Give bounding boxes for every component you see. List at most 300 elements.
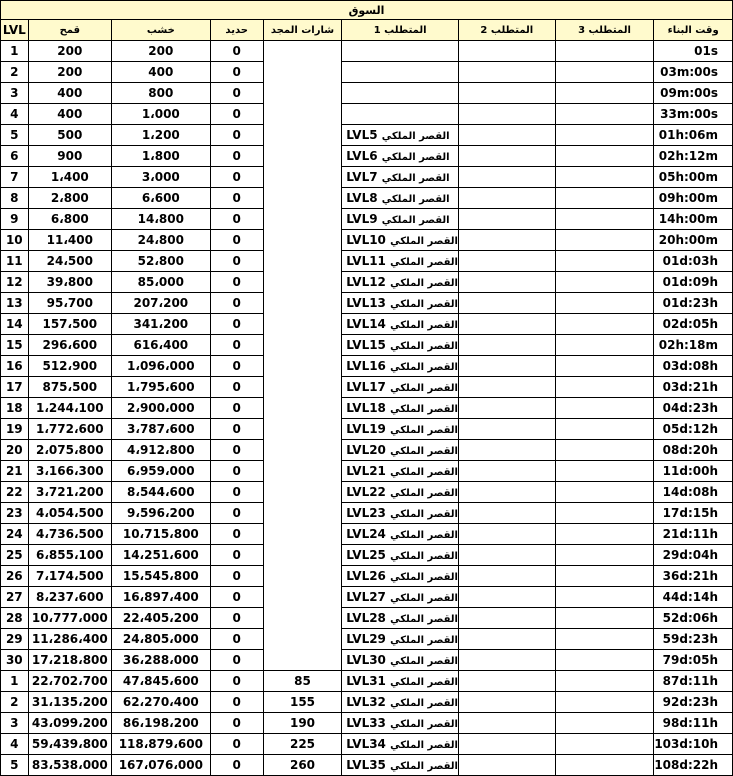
requirement-level: LVL11 (346, 254, 386, 268)
cell-wheat: 6،855،100 (28, 545, 111, 566)
cell-wheat: 22،702،700 (28, 671, 111, 692)
cell-wood: 85،000 (111, 272, 210, 293)
requirement-level: LVL35 (346, 758, 386, 772)
cell-build-time: 21d:11h (654, 524, 733, 545)
table-row (1, 230, 733, 251)
cell-level: 15 (1, 335, 29, 356)
cell-build-time: 20h:00m (654, 230, 733, 251)
cell-wheat: 2،075،800 (28, 440, 111, 461)
cell-level: 1 (1, 41, 29, 62)
requirement-building: القصر الملكي (390, 299, 458, 310)
cell-wheat: 83،538،000 (28, 755, 111, 776)
cell-build-time: 08d:20h (654, 440, 733, 461)
cell-wood: 6،600 (111, 188, 210, 209)
cell-requirement-3 (555, 272, 654, 293)
cell-requirement-1 (342, 734, 459, 755)
cell-iron: 0 (210, 755, 263, 776)
requirement-level: LVL13 (346, 296, 386, 310)
cell-glory-badges (263, 104, 342, 125)
cell-wheat: 157،500 (28, 314, 111, 335)
cell-wood: 24،800 (111, 230, 210, 251)
cell-requirement-2 (458, 335, 555, 356)
cell-requirement-1 (342, 83, 459, 104)
cell-iron: 0 (210, 419, 263, 440)
cell-wheat: 11،286،400 (28, 629, 111, 650)
table-row (1, 62, 733, 83)
cell-iron: 0 (210, 566, 263, 587)
cell-requirement-2 (458, 167, 555, 188)
cell-level: 17 (1, 377, 29, 398)
cell-level: 4 (1, 104, 29, 125)
cell-level: 4 (1, 734, 29, 755)
cell-requirement-1 (342, 629, 459, 650)
cell-level: 3 (1, 83, 29, 104)
cell-glory-badges (263, 650, 342, 671)
requirement-level: LVL16 (346, 359, 386, 373)
header-requirement-1: المتطلب 1 (342, 20, 459, 41)
cell-build-time: 59d:23h (654, 629, 733, 650)
table-row (1, 209, 733, 230)
requirement-level: LVL17 (346, 380, 386, 394)
cell-build-time: 108d:22h (654, 755, 733, 776)
cell-build-time: 01d:23h (654, 293, 733, 314)
cell-iron: 0 (210, 356, 263, 377)
cell-requirement-1 (342, 209, 459, 230)
cell-wood: 167،076،000 (111, 755, 210, 776)
cell-iron: 0 (210, 671, 263, 692)
cell-build-time: 44d:14h (654, 587, 733, 608)
cell-requirement-3 (555, 62, 654, 83)
table-row (1, 671, 733, 692)
requirement-level: LVL14 (346, 317, 386, 331)
cell-requirement-2 (458, 398, 555, 419)
cell-requirement-3 (555, 356, 654, 377)
cell-build-time: 01h:06m (654, 125, 733, 146)
requirement-building: القصر الملكي (390, 341, 458, 352)
table-row (1, 125, 733, 146)
cell-requirement-1 (342, 356, 459, 377)
cell-requirement-2 (458, 146, 555, 167)
requirement-building: القصر الملكي (390, 572, 458, 583)
cell-wheat: 10،777،000 (28, 608, 111, 629)
table-row (1, 104, 733, 125)
cell-glory-badges (263, 230, 342, 251)
cell-wood: 10،715،800 (111, 524, 210, 545)
cell-wheat: 1،400 (28, 167, 111, 188)
cell-level: 28 (1, 608, 29, 629)
requirement-level: LVL25 (346, 548, 386, 562)
cell-requirement-1 (342, 167, 459, 188)
requirement-level: LVL21 (346, 464, 386, 478)
cell-iron: 0 (210, 629, 263, 650)
cell-build-time: 01s (654, 41, 733, 62)
cell-glory-badges (263, 41, 342, 62)
requirement-level: LVL34 (346, 737, 386, 751)
cell-requirement-1 (342, 608, 459, 629)
cell-build-time: 79d:05h (654, 650, 733, 671)
cell-build-time: 09m:00s (654, 83, 733, 104)
cell-build-time: 05h:00m (654, 167, 733, 188)
cell-wood: 47،845،600 (111, 671, 210, 692)
requirement-building: القصر الملكي (390, 320, 458, 331)
cell-requirement-2 (458, 587, 555, 608)
requirement-building: القصر الملكي (390, 551, 458, 562)
requirement-building: القصر الملكي (390, 593, 458, 604)
cell-glory-badges (263, 251, 342, 272)
cell-iron: 0 (210, 230, 263, 251)
cell-requirement-3 (555, 629, 654, 650)
cell-requirement-3 (555, 335, 654, 356)
header-requirement-3: المتطلب 3 (555, 20, 654, 41)
cell-build-time: 11d:00h (654, 461, 733, 482)
cell-glory-badges (263, 482, 342, 503)
cell-requirement-1 (342, 671, 459, 692)
cell-build-time: 36d:21h (654, 566, 733, 587)
cell-requirement-2 (458, 503, 555, 524)
cell-iron: 0 (210, 314, 263, 335)
table-title: السوق (1, 1, 733, 20)
table-row (1, 734, 733, 755)
cell-build-time: 05d:12h (654, 419, 733, 440)
cell-iron: 0 (210, 146, 263, 167)
requirement-level: LVL15 (346, 338, 386, 352)
cell-requirement-2 (458, 566, 555, 587)
cell-iron: 0 (210, 83, 263, 104)
cell-requirement-3 (555, 188, 654, 209)
cell-requirement-2 (458, 356, 555, 377)
cell-requirement-1 (342, 188, 459, 209)
cell-requirement-3 (555, 398, 654, 419)
cell-wood: 200 (111, 41, 210, 62)
cell-requirement-2 (458, 482, 555, 503)
table-row (1, 692, 733, 713)
cell-level: 25 (1, 545, 29, 566)
cell-requirement-3 (555, 566, 654, 587)
cell-build-time: 02h:18m (654, 335, 733, 356)
cell-requirement-2 (458, 314, 555, 335)
cell-build-time: 03m:00s (654, 62, 733, 83)
cell-requirement-2 (458, 650, 555, 671)
cell-wheat: 296،600 (28, 335, 111, 356)
cell-requirement-2 (458, 272, 555, 293)
cell-iron: 0 (210, 587, 263, 608)
requirement-level: LVL24 (346, 527, 386, 541)
table-row (1, 482, 733, 503)
cell-build-time: 17d:15h (654, 503, 733, 524)
cell-glory-badges: 155 (263, 692, 342, 713)
cell-level: 18 (1, 398, 29, 419)
requirement-level: LVL20 (346, 443, 386, 457)
cell-requirement-2 (458, 671, 555, 692)
requirement-building: القصر الملكي (381, 173, 450, 184)
cell-requirement-2 (458, 188, 555, 209)
cell-glory-badges (263, 146, 342, 167)
cell-requirement-1 (342, 713, 459, 734)
cell-glory-badges (263, 335, 342, 356)
cell-requirement-2 (458, 419, 555, 440)
cell-wood: 62،270،400 (111, 692, 210, 713)
cell-requirement-3 (555, 83, 654, 104)
table-row (1, 251, 733, 272)
cell-level: 5 (1, 125, 29, 146)
cell-glory-badges (263, 566, 342, 587)
cell-wheat: 8،237،600 (28, 587, 111, 608)
requirement-level: LVL18 (346, 401, 386, 415)
header-requirement-2: المتطلب 2 (458, 20, 555, 41)
cell-glory-badges: 190 (263, 713, 342, 734)
cell-wheat: 512،900 (28, 356, 111, 377)
cell-requirement-3 (555, 482, 654, 503)
table-row (1, 377, 733, 398)
cell-requirement-3 (555, 755, 654, 776)
cell-wood: 3،787،600 (111, 419, 210, 440)
cell-glory-badges (263, 188, 342, 209)
table-row (1, 335, 733, 356)
cell-requirement-1 (342, 335, 459, 356)
cell-wood: 24،805،000 (111, 629, 210, 650)
cell-requirement-1 (342, 650, 459, 671)
cell-requirement-2 (458, 629, 555, 650)
table-row (1, 545, 733, 566)
cell-build-time: 33m:00s (654, 104, 733, 125)
cell-level: 10 (1, 230, 29, 251)
cell-requirement-1 (342, 398, 459, 419)
cell-build-time: 103d:10h (654, 734, 733, 755)
cell-requirement-2 (458, 524, 555, 545)
cell-requirement-2 (458, 545, 555, 566)
cell-requirement-2 (458, 734, 555, 755)
cell-glory-badges (263, 272, 342, 293)
cell-level: 26 (1, 566, 29, 587)
cell-glory-badges (263, 419, 342, 440)
header-build-time: وقت البناء (654, 20, 733, 41)
cell-build-time: 03d:21h (654, 377, 733, 398)
cell-build-time: 92d:23h (654, 692, 733, 713)
cell-glory-badges (263, 62, 342, 83)
cell-wheat: 2،800 (28, 188, 111, 209)
cell-wheat: 500 (28, 125, 111, 146)
cell-iron: 0 (210, 545, 263, 566)
cell-wheat: 39،800 (28, 272, 111, 293)
cell-requirement-1 (342, 314, 459, 335)
requirement-level: LVL29 (346, 632, 386, 646)
cell-requirement-1 (342, 566, 459, 587)
cell-wood: 4،912،800 (111, 440, 210, 461)
cell-wood: 118،879،600 (111, 734, 210, 755)
cell-wood: 1،795،600 (111, 377, 210, 398)
requirement-building: القصر الملكي (390, 656, 458, 667)
cell-level: 30 (1, 650, 29, 671)
cell-wood: 207،200 (111, 293, 210, 314)
cell-requirement-2 (458, 230, 555, 251)
table-row (1, 713, 733, 734)
cell-wheat: 3،721،200 (28, 482, 111, 503)
requirement-building: القصر الملكي (381, 131, 450, 142)
cell-glory-badges (263, 356, 342, 377)
cell-requirement-1 (342, 293, 459, 314)
cell-requirement-1 (342, 692, 459, 713)
header-wheat: قمح (28, 20, 111, 41)
cell-level: 7 (1, 167, 29, 188)
cell-build-time: 02d:05h (654, 314, 733, 335)
cell-iron: 0 (210, 482, 263, 503)
cell-wheat: 11،400 (28, 230, 111, 251)
cell-wood: 15،545،800 (111, 566, 210, 587)
cell-requirement-3 (555, 608, 654, 629)
cell-wood: 16،897،400 (111, 587, 210, 608)
requirement-level: LVL9 (346, 212, 378, 226)
cell-level: 12 (1, 272, 29, 293)
cell-iron: 0 (210, 713, 263, 734)
cell-iron: 0 (210, 650, 263, 671)
cell-wood: 52،800 (111, 251, 210, 272)
cell-requirement-3 (555, 545, 654, 566)
cell-level: 9 (1, 209, 29, 230)
cell-wood: 2،900،000 (111, 398, 210, 419)
requirement-building: القصر الملكي (390, 530, 458, 541)
requirement-level: LVL30 (346, 653, 386, 667)
cell-requirement-3 (555, 419, 654, 440)
cell-requirement-3 (555, 209, 654, 230)
table-row (1, 188, 733, 209)
cell-build-time: 04d:23h (654, 398, 733, 419)
requirement-level: LVL19 (346, 422, 386, 436)
cell-level: 5 (1, 755, 29, 776)
cell-wood: 400 (111, 62, 210, 83)
cell-glory-badges (263, 209, 342, 230)
cell-requirement-1 (342, 482, 459, 503)
header-lvl: LVL (1, 20, 29, 41)
cell-iron: 0 (210, 104, 263, 125)
cell-requirement-3 (555, 146, 654, 167)
table-row (1, 146, 733, 167)
table-row (1, 524, 733, 545)
requirement-level: LVL12 (346, 275, 386, 289)
table-row (1, 755, 733, 776)
requirement-building: القصر الملكي (390, 740, 458, 751)
cell-wood: 14،800 (111, 209, 210, 230)
cell-requirement-3 (555, 503, 654, 524)
cell-iron: 0 (210, 335, 263, 356)
cell-wheat: 95،700 (28, 293, 111, 314)
cell-iron: 0 (210, 62, 263, 83)
table-row (1, 608, 733, 629)
requirement-level: LVL7 (346, 170, 378, 184)
cell-requirement-3 (555, 125, 654, 146)
requirement-building: القصر الملكي (381, 152, 450, 163)
cell-wood: 9،596،200 (111, 503, 210, 524)
cell-build-time: 03d:08h (654, 356, 733, 377)
cell-wheat: 200 (28, 62, 111, 83)
cell-wheat: 200 (28, 41, 111, 62)
cell-wheat: 400 (28, 104, 111, 125)
cell-wheat: 4،736،500 (28, 524, 111, 545)
cell-wood: 14،251،600 (111, 545, 210, 566)
cell-iron: 0 (210, 209, 263, 230)
cell-iron: 0 (210, 251, 263, 272)
cell-wheat: 6،800 (28, 209, 111, 230)
requirement-building: القصر الملكي (390, 446, 458, 457)
cell-iron: 0 (210, 692, 263, 713)
cell-requirement-1 (342, 251, 459, 272)
header-glory-badges: شارات المجد (263, 20, 342, 41)
table-row (1, 356, 733, 377)
cell-requirement-1 (342, 587, 459, 608)
table-row (1, 629, 733, 650)
cell-requirement-2 (458, 125, 555, 146)
cell-level: 29 (1, 629, 29, 650)
cell-build-time: 14d:08h (654, 482, 733, 503)
cell-requirement-3 (555, 293, 654, 314)
cell-wheat: 3،166،300 (28, 461, 111, 482)
cell-wheat: 24،500 (28, 251, 111, 272)
cell-requirement-3 (555, 440, 654, 461)
cell-requirement-3 (555, 461, 654, 482)
cell-requirement-1 (342, 146, 459, 167)
cell-glory-badges: 225 (263, 734, 342, 755)
cell-requirement-3 (555, 251, 654, 272)
requirement-building: القصر الملكي (390, 614, 458, 625)
cell-level: 6 (1, 146, 29, 167)
table-row (1, 167, 733, 188)
cell-wheat: 875،500 (28, 377, 111, 398)
cell-requirement-3 (555, 692, 654, 713)
requirement-level: LVL26 (346, 569, 386, 583)
cell-level: 27 (1, 587, 29, 608)
cell-glory-badges (263, 524, 342, 545)
cell-wheat: 59،439،800 (28, 734, 111, 755)
cell-requirement-2 (458, 104, 555, 125)
cell-requirement-3 (555, 587, 654, 608)
cell-glory-badges (263, 608, 342, 629)
table-row (1, 566, 733, 587)
requirement-level: LVL23 (346, 506, 386, 520)
requirement-level: LVL6 (346, 149, 378, 163)
requirement-building: القصر الملكي (390, 698, 458, 709)
table-row (1, 293, 733, 314)
cell-level: 23 (1, 503, 29, 524)
cell-wood: 800 (111, 83, 210, 104)
cell-level: 13 (1, 293, 29, 314)
requirement-building: القصر الملكي (390, 404, 458, 415)
cell-requirement-1 (342, 461, 459, 482)
requirement-level: LVL31 (346, 674, 386, 688)
table-row (1, 83, 733, 104)
header-wood: خشب (111, 20, 210, 41)
requirement-level: LVL10 (346, 233, 386, 247)
cell-requirement-2 (458, 461, 555, 482)
cell-level: 1 (1, 671, 29, 692)
cell-wheat: 900 (28, 146, 111, 167)
cell-requirement-1 (342, 62, 459, 83)
cell-glory-badges (263, 167, 342, 188)
cell-glory-badges (263, 461, 342, 482)
cell-level: 20 (1, 440, 29, 461)
requirement-building: القصر الملكي (390, 236, 458, 247)
cell-requirement-2 (458, 41, 555, 62)
cell-wheat: 17،218،800 (28, 650, 111, 671)
cell-iron: 0 (210, 293, 263, 314)
cell-iron: 0 (210, 461, 263, 482)
header-iron: حديد (210, 20, 263, 41)
cell-requirement-3 (555, 713, 654, 734)
cell-glory-badges: 85 (263, 671, 342, 692)
requirement-level: LVL32 (346, 695, 386, 709)
cell-requirement-1 (342, 503, 459, 524)
cell-level: 2 (1, 692, 29, 713)
requirement-building: القصر الملكي (390, 425, 458, 436)
cell-build-time: 01d:09h (654, 272, 733, 293)
